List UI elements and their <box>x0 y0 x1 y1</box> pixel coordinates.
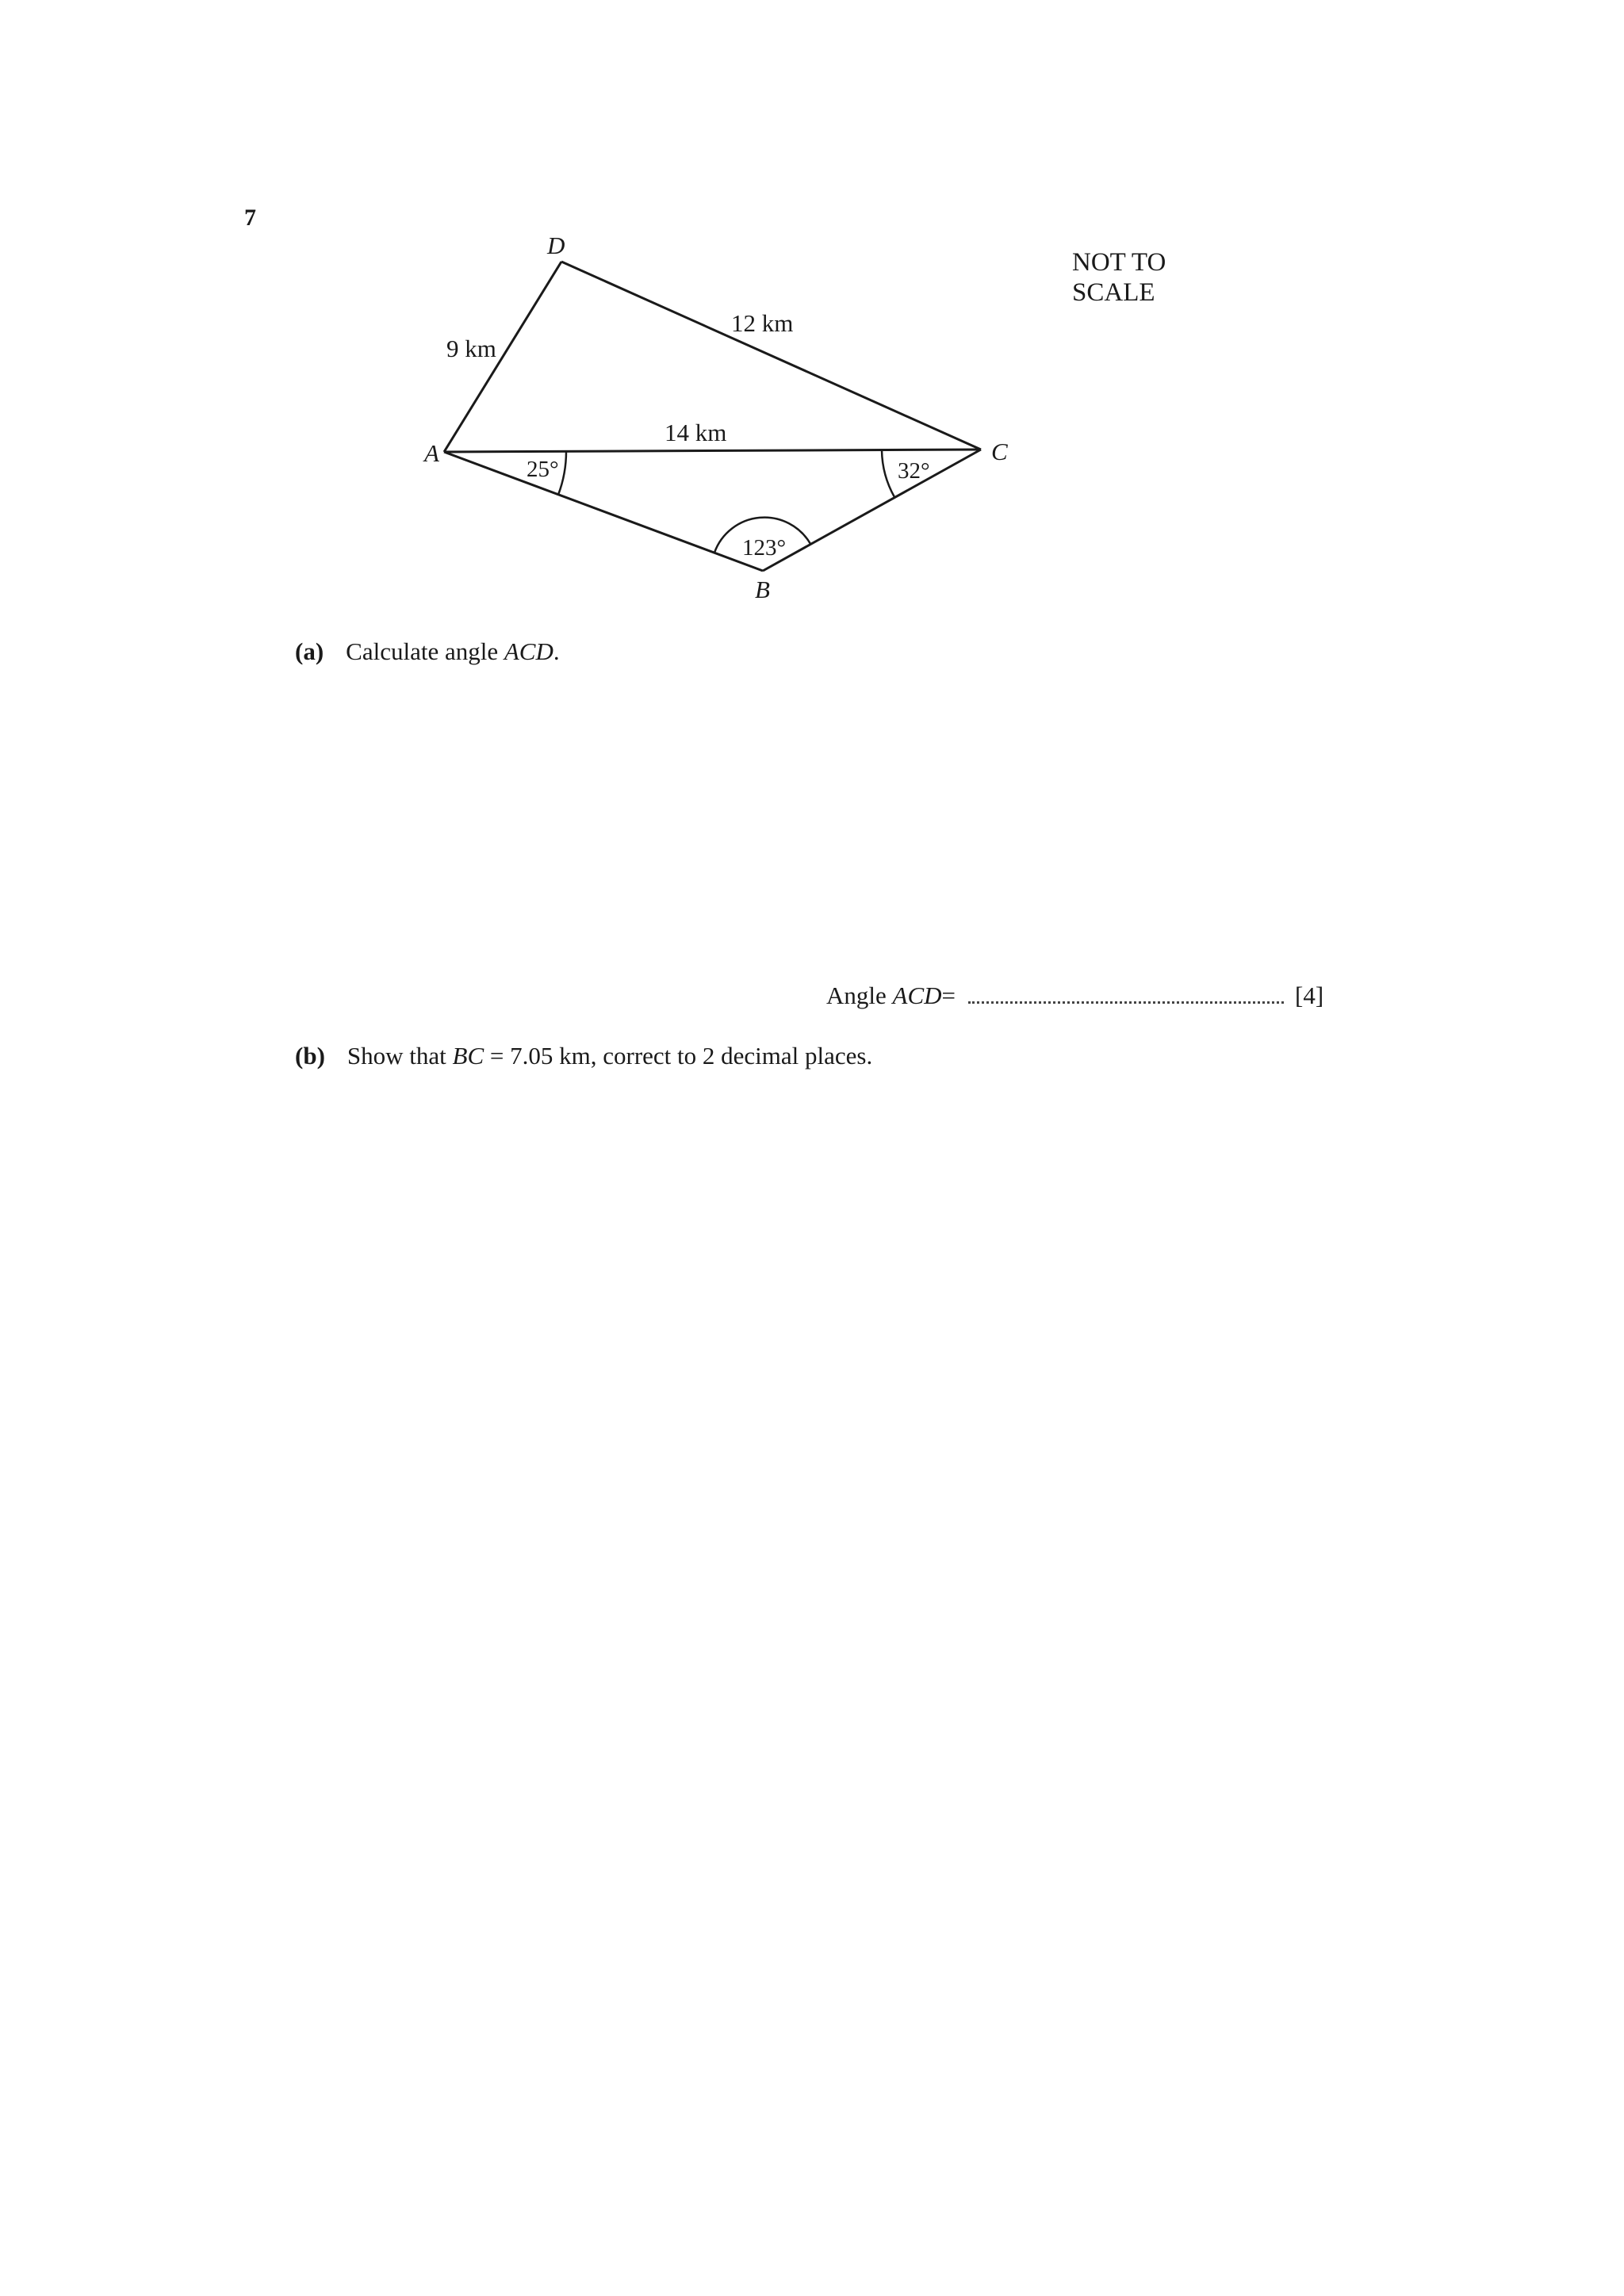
quadrilateral-diagram <box>0 0 1624 714</box>
part-b-question <box>295 1042 872 1070</box>
part-b-text-after: = 7.05 km, correct to 2 decimal places. <box>484 1042 873 1070</box>
marks-label: [4] <box>1295 982 1324 1009</box>
part-a-label: (a) <box>295 637 324 665</box>
vertex-label-B: B <box>755 576 770 603</box>
vertex-label-C: C <box>991 438 1008 465</box>
angle-arc-A <box>558 451 566 495</box>
part-a-text-after: . <box>553 637 560 665</box>
answer-var: ACD <box>892 982 942 1009</box>
edge-AB <box>444 452 763 571</box>
side-label-AC: 14 km <box>665 419 727 446</box>
edge-BC <box>763 450 981 571</box>
part-a-text-before: Calculate angle <box>346 637 504 665</box>
answer-prefix: Angle <box>826 982 887 1009</box>
answer-equals: = <box>941 982 956 1009</box>
not-to-scale-note <box>1072 247 1166 308</box>
side-label-AD: 9 km <box>446 335 496 362</box>
edge-DC <box>561 262 981 450</box>
part-a-question <box>295 637 560 666</box>
part-a-answer-line <box>826 982 1323 1010</box>
vertex-label-D: D <box>547 232 565 259</box>
edge-AC <box>444 450 981 452</box>
part-a-text-var: ACD <box>504 637 553 665</box>
angle-arc-C <box>882 450 894 497</box>
side-label-DC: 12 km <box>731 309 794 337</box>
angle-label-B: 123° <box>742 535 787 561</box>
angle-label-A: 25° <box>527 457 559 482</box>
angle-label-C: 32° <box>898 458 930 484</box>
vertex-label-A: A <box>424 439 439 467</box>
part-b-text-var: BC <box>452 1042 485 1070</box>
part-b-text-before: Show that <box>347 1042 453 1070</box>
answer-field[interactable] <box>968 984 1284 1004</box>
part-b-label: (b) <box>295 1042 325 1070</box>
not-to-scale-line-1: NOT TO <box>1072 248 1166 277</box>
question-number: 7 <box>244 205 256 231</box>
not-to-scale-line-2: SCALE <box>1072 278 1155 307</box>
